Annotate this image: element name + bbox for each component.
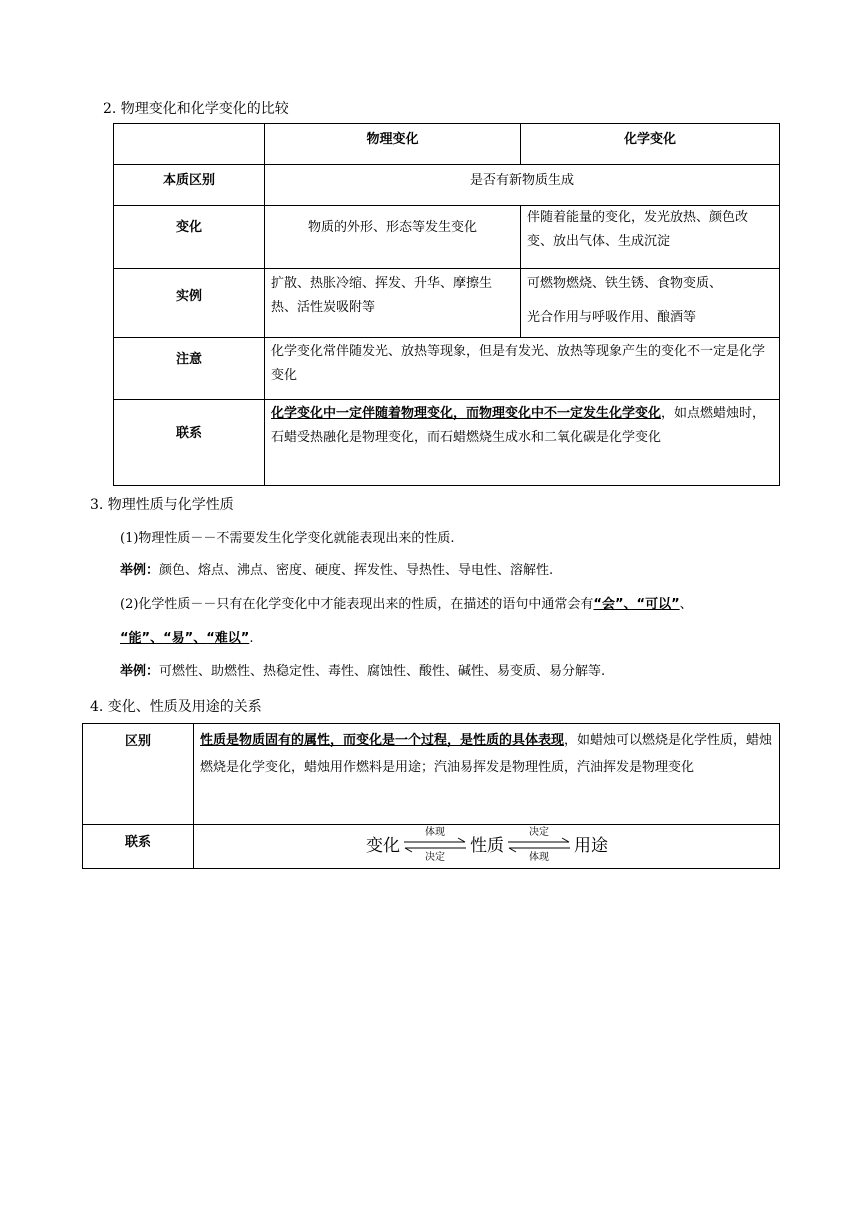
relationship-diagram (194, 825, 780, 869)
keyword-sep-2: 、 (679, 597, 693, 612)
row-label-note: 注意 (114, 338, 265, 400)
section-3-heading: 3. 物理性质与化学性质 (90, 497, 234, 513)
arrow1-bottom-label: 决定 (425, 852, 445, 863)
table-header-empty (114, 124, 265, 165)
chemical-property-examples (120, 662, 605, 682)
keyword-sep-3: 、 (150, 631, 164, 646)
difference-key-sentence: 性质是物质固有的属性，而变化是一个过程，是性质的具体表现 (200, 733, 565, 748)
chemical-examples (521, 269, 780, 338)
chemical-property-keywords (120, 629, 253, 649)
arrow-change-property (402, 828, 468, 864)
examples-label-2: 举例： (120, 664, 160, 679)
examples-label: 举例： (120, 563, 160, 578)
row-label-connection: 联系 (114, 400, 265, 486)
keyword-yi: “易” (163, 631, 194, 646)
physical-examples-list: 颜色、熔点、沸点、密度、硬度、挥发性、导热性、导电性、溶解性. (159, 563, 554, 578)
physical-change-desc: 物质的外形、形态等发生变化 (265, 206, 521, 269)
chemical-change-desc: 伴随着能量的变化，发光放热、颜色改变、放出气体、生成沉淀 (521, 206, 780, 269)
chemical-examples-line2: 光合作用与呼吸作用、酿酒等 (527, 310, 697, 325)
keyword-nanyi: “难以” (206, 631, 250, 646)
physical-property-examples (120, 561, 553, 581)
physical-property-definition: (1)物理性质－－不需要发生化学变化就能表现出来的性质. (120, 531, 455, 546)
row-label-change: 变化 (114, 206, 265, 269)
comparison-table (113, 123, 780, 486)
section-2-heading: 2. 物理变化和化学变化的比较 (103, 101, 289, 117)
row-label-link: 联系 (83, 825, 194, 869)
keyword-sep-4: 、 (193, 631, 207, 646)
arrow-property-use (506, 828, 572, 864)
node-use: 用途 (574, 836, 608, 856)
node-change: 变化 (366, 836, 400, 856)
keyword-end: . (249, 631, 254, 646)
chemical-property-text: (2)化学性质－－只有在化学变化中才能表现出来的性质，在描述的语句中通常会有 (120, 597, 594, 612)
connection-key-sentence: 化学变化中一定伴随着物理变化，而物理变化中不一定发生化学变化 (271, 406, 662, 421)
connection-text (265, 400, 780, 486)
essence-text: 是否有新物质生成 (265, 165, 780, 206)
header-physical-change: 物理变化 (265, 124, 521, 165)
arrow2-top-label: 决定 (529, 827, 549, 838)
node-property: 性质 (470, 836, 504, 856)
chemical-property-definition (120, 595, 693, 615)
chemical-examples-line1: 可燃物燃烧、铁生锈、食物变质、 (527, 276, 723, 291)
row-label-examples: 实例 (114, 269, 265, 338)
connection-rest: ，如点燃蜡烛时，石蜡受热融化是物理变化，而石蜡燃烧生成水和二氧化碳是化学变化 (271, 406, 766, 445)
section-4-heading: 4. 变化、性质及用途的关系 (90, 699, 262, 715)
header-chemical-change: 化学变化 (521, 124, 780, 165)
keyword-hui: “会” (593, 597, 624, 612)
chemical-examples-list: 可燃性、助燃性、热稳定性、毒性、腐蚀性、酸性、碱性、易变质、易分解等. (159, 664, 606, 679)
keyword-sep-1: 、 (623, 597, 637, 612)
keyword-neng: “能” (120, 631, 151, 646)
note-text: 化学变化常伴随发光、放热等现象，但是有发光、放热等现象产生的变化不一定是化学变化 (265, 338, 780, 400)
row-label-essence: 本质区别 (114, 165, 265, 206)
arrow1-top-label: 体现 (425, 827, 445, 838)
difference-text (194, 724, 780, 825)
relationship-table (82, 723, 780, 869)
keyword-keyi: “可以” (636, 597, 680, 612)
row-label-difference: 区别 (83, 724, 194, 825)
physical-examples: 扩散、热胀冷缩、挥发、升华、摩擦生热、活性炭吸附等 (265, 269, 521, 338)
difference-rest: ，如蜡烛可以燃烧是化学性质，蜡烛燃烧是化学变化，蜡烛用作燃料是用途；汽油易挥发是物理性质，汽油挥发是物理变化 (200, 733, 773, 775)
arrow2-bottom-label: 体现 (529, 852, 549, 863)
